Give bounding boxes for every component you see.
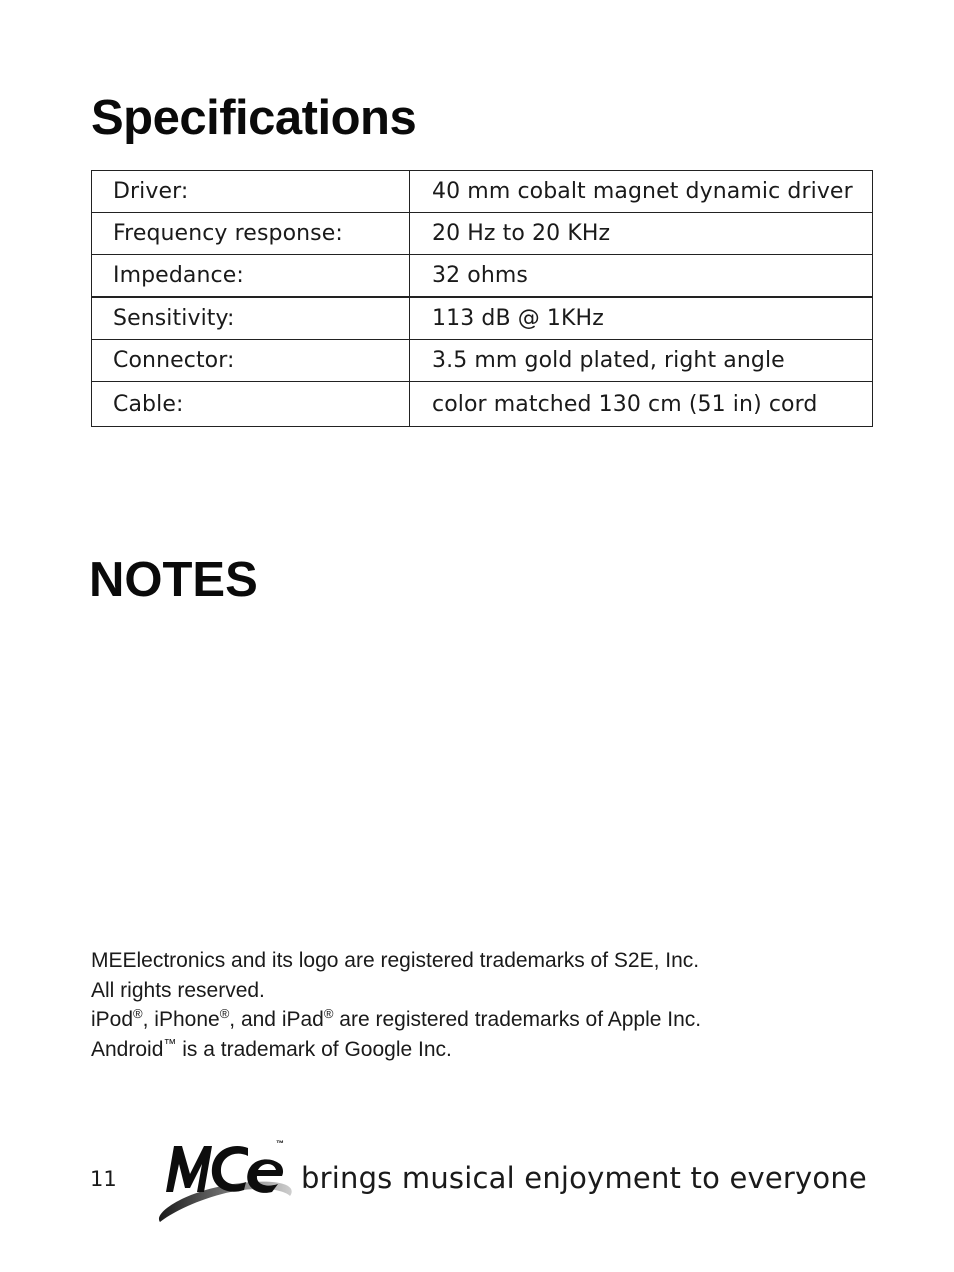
legal-text: iPod <box>91 1008 134 1031</box>
specifications-table <box>91 170 873 427</box>
registered-mark: ® <box>219 1006 230 1021</box>
spec-label: Driver: <box>92 171 410 213</box>
page-title: Specifications <box>91 91 417 145</box>
legal-text: Android <box>91 1037 164 1061</box>
legal-notice <box>91 946 851 1064</box>
spec-label: Impedance: <box>92 255 410 298</box>
tagline: brings musical enjoyment to everyone <box>301 1161 867 1195</box>
mee-logo-icon <box>152 1134 297 1230</box>
legal-line-apple <box>91 1005 851 1035</box>
logo-trademark: ™ <box>276 1139 284 1148</box>
spec-value: 20 Hz to 20 KHz <box>410 213 873 255</box>
page-footer <box>0 1130 954 1230</box>
spec-value: color matched 130 cm (51 in) cord <box>410 382 873 427</box>
spec-value: 32 ohms <box>410 255 873 298</box>
trademark-mark: ™ <box>163 1035 177 1051</box>
table-row <box>92 171 873 213</box>
table-row <box>92 213 873 255</box>
spec-value: 3.5 mm gold plated, right angle <box>410 340 873 382</box>
legal-line-rights: All rights reserved. <box>91 978 265 1002</box>
spec-label: Frequency response: <box>92 213 410 255</box>
logo-letter-e1 <box>212 1146 248 1192</box>
legal-text: are registered trademarks of Apple Inc. <box>333 1008 702 1031</box>
legal-text: , iPhone <box>142 1008 220 1031</box>
legal-text: , and iPad <box>229 1008 324 1031</box>
spec-value: 113 dB @ 1KHz <box>410 297 873 340</box>
legal-line-trademark: MEElectronics and its logo are registered trademarks of S2E, Inc. <box>91 949 700 972</box>
spec-value: 40 mm cobalt magnet dynamic driver <box>410 171 873 213</box>
logo-letter-m <box>166 1146 212 1192</box>
table-row <box>92 297 873 340</box>
spec-label: Connector: <box>92 340 410 382</box>
registered-mark: ® <box>323 1006 334 1021</box>
registered-mark: ® <box>133 1006 143 1021</box>
table-row <box>92 255 873 298</box>
table-row <box>92 382 873 427</box>
spec-label: Sensitivity: <box>92 297 410 340</box>
spec-label: Cable: <box>92 382 410 427</box>
legal-line-google <box>91 1035 851 1065</box>
page-number: 11 <box>90 1167 117 1191</box>
table-row <box>92 340 873 382</box>
notes-title: NOTES <box>89 553 258 607</box>
legal-text: is a trademark of Google Inc. <box>176 1037 452 1061</box>
